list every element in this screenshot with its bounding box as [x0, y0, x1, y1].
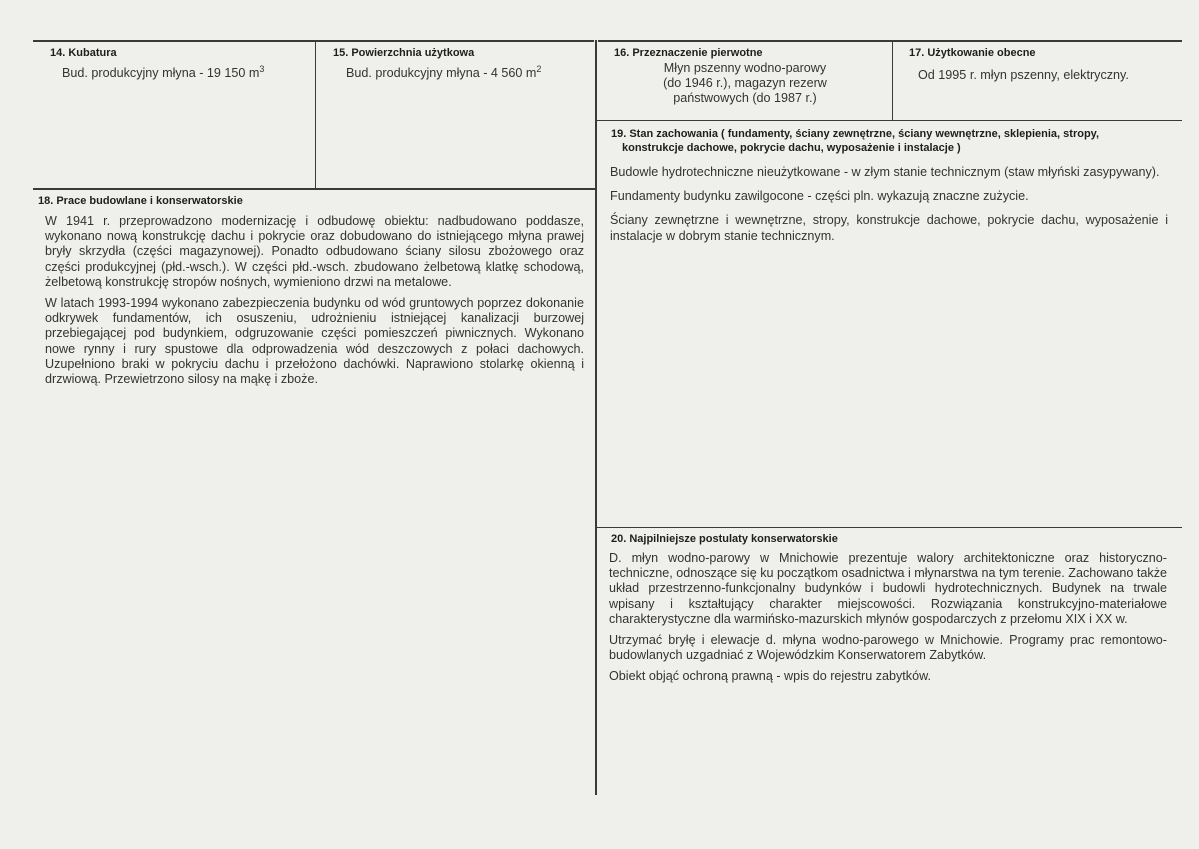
original-use-line: Młyn pszenny wodno-parowy [663, 61, 827, 75]
divider-16-17 [892, 41, 893, 120]
original-use-line: państwowych (do 1987 r.) [673, 91, 817, 105]
rule-above-20 [597, 527, 1182, 528]
section-14-header: 14. Kubatura [50, 47, 117, 59]
condition-header-line: konstrukcje dachowe, pokrycie dachu, wyposażenie i instalacje ) [622, 142, 961, 154]
condition-header-line: 19. Stan zachowania ( fundamenty, ściany zewnętrzne, ściany wewnętrzne, sklepienia, stropy, [611, 128, 1100, 140]
section-16-header: 16. Przeznaczenie pierwotne [614, 47, 763, 59]
works-paragraph: W 1941 r. przeprowadzono modernizację i odbudowę obiektu: nadbudowano poddasze, wykonano nową konstrukcję dachu i pokrycie oraz dobudowano do istniejącego młyna prawej bryły skrzydła (części magazynowej). Ponadto odbudowano ściany silosu zbożowego oraz części produkcyjnej (płd.-wsch.). W części płd.-wsch. zbudowano żelbetową klatkę schodową, żelbetową konstrukcję stropów nośnych, wymieniono drzwi na metalowe. [45, 214, 584, 289]
section-19-header [611, 127, 1099, 155]
area-text: Bud. produkcyjny młyna - 4 560 m [346, 66, 537, 80]
postulates-paragraph: D. młyn wodno-parowy w Mnichowie prezentuje walory architektoniczne oraz historyczno-techniczne, odnoszące się ku początkom osadnictwa i młynarstwa na tym terenie. Zachowano także układ przestrzenno-funkcjonalny budynków i budowli hydrotechnicznych. Budynek na trwale wpisany i kształtujący charakter miejscowości. Rozwiązania konstrukcyjno-materiałowe charakterystyczne dla warmińsko-mazurskich młynów gospodarczych z przełomu XIX i XX w. [609, 551, 1167, 626]
section-14-value [62, 66, 264, 81]
section-18-header: 18. Prace budowlane i konserwatorskie [38, 195, 243, 207]
rule-above-18 [33, 188, 595, 190]
section-15-value [346, 66, 541, 81]
section-16-value [615, 61, 875, 106]
cubature-text: Bud. produkcyjny młyna - 19 150 m [62, 66, 260, 80]
top-border-right [598, 40, 1182, 42]
section-20-body [609, 551, 1167, 691]
area-unit-exponent: 2 [536, 64, 542, 74]
condition-paragraph: Budowle hydrotechniczne nieużytkowane - w złym stanie technicznym (staw młyński zasypywany). [610, 165, 1160, 179]
original-use-line: (do 1946 r.), magazyn rezerw [663, 76, 827, 90]
works-paragraph: W latach 1993-1994 wykonano zabezpieczenia budynku od wód gruntowych poprzez dokonanie odkrywek fundamentów, ich osuszeniu, udrożnieniu istniejącej kanalizacji burzowej przebiegającej pod budynkiem, odgruzowanie części pomieszczeń piwnicznych. Wykonano nowe rynny i rury spustowe dla odprowadzenia wód deszczowych z połaci dachowych. Uzupełniono braki w pokryciu dachu i przełożono dachówki. Naprawiono stolarkę okienną i drzwiową. Przewietrzono silosy na mąkę i zboże. [45, 296, 584, 387]
section-17-header: 17. Użytkowanie obecne [909, 47, 1036, 59]
rule-above-19 [597, 120, 1182, 121]
section-18-body [45, 214, 584, 393]
top-border-left [33, 40, 594, 42]
section-19-body [610, 165, 1168, 250]
cubature-unit-exponent: 3 [259, 64, 265, 74]
postulates-paragraph: Obiekt objąć ochroną prawną - wpis do rejestru zabytków. [609, 669, 932, 684]
divider-14-15 [315, 41, 316, 189]
condition-paragraph: Ściany zewnętrzne i wewnętrzne, stropy, konstrukcje dachowe, pokrycie dachu, wyposażenie i instalacje w dobrym stanie technicznym. [610, 213, 1168, 243]
section-17-value: Od 1995 r. młyn pszenny, elektryczny. [918, 68, 1129, 82]
section-20-header: 20. Najpilniejsze postulaty konserwatorskie [611, 533, 838, 545]
condition-paragraph: Fundamenty budynku zawilgocone - części pln. wykazują znaczne zużycie. [610, 189, 1029, 204]
section-15-header: 15. Powierzchnia użytkowa [333, 47, 475, 59]
center-divider [595, 40, 597, 795]
postulates-paragraph: Utrzymać bryłę i elewacje d. młyna wodno-parowego w Mnichowie. Programy prac remontowo-budowlanych uzgadniać z Wojewódzkim Konserwatorem Zabytków. [609, 633, 1167, 663]
